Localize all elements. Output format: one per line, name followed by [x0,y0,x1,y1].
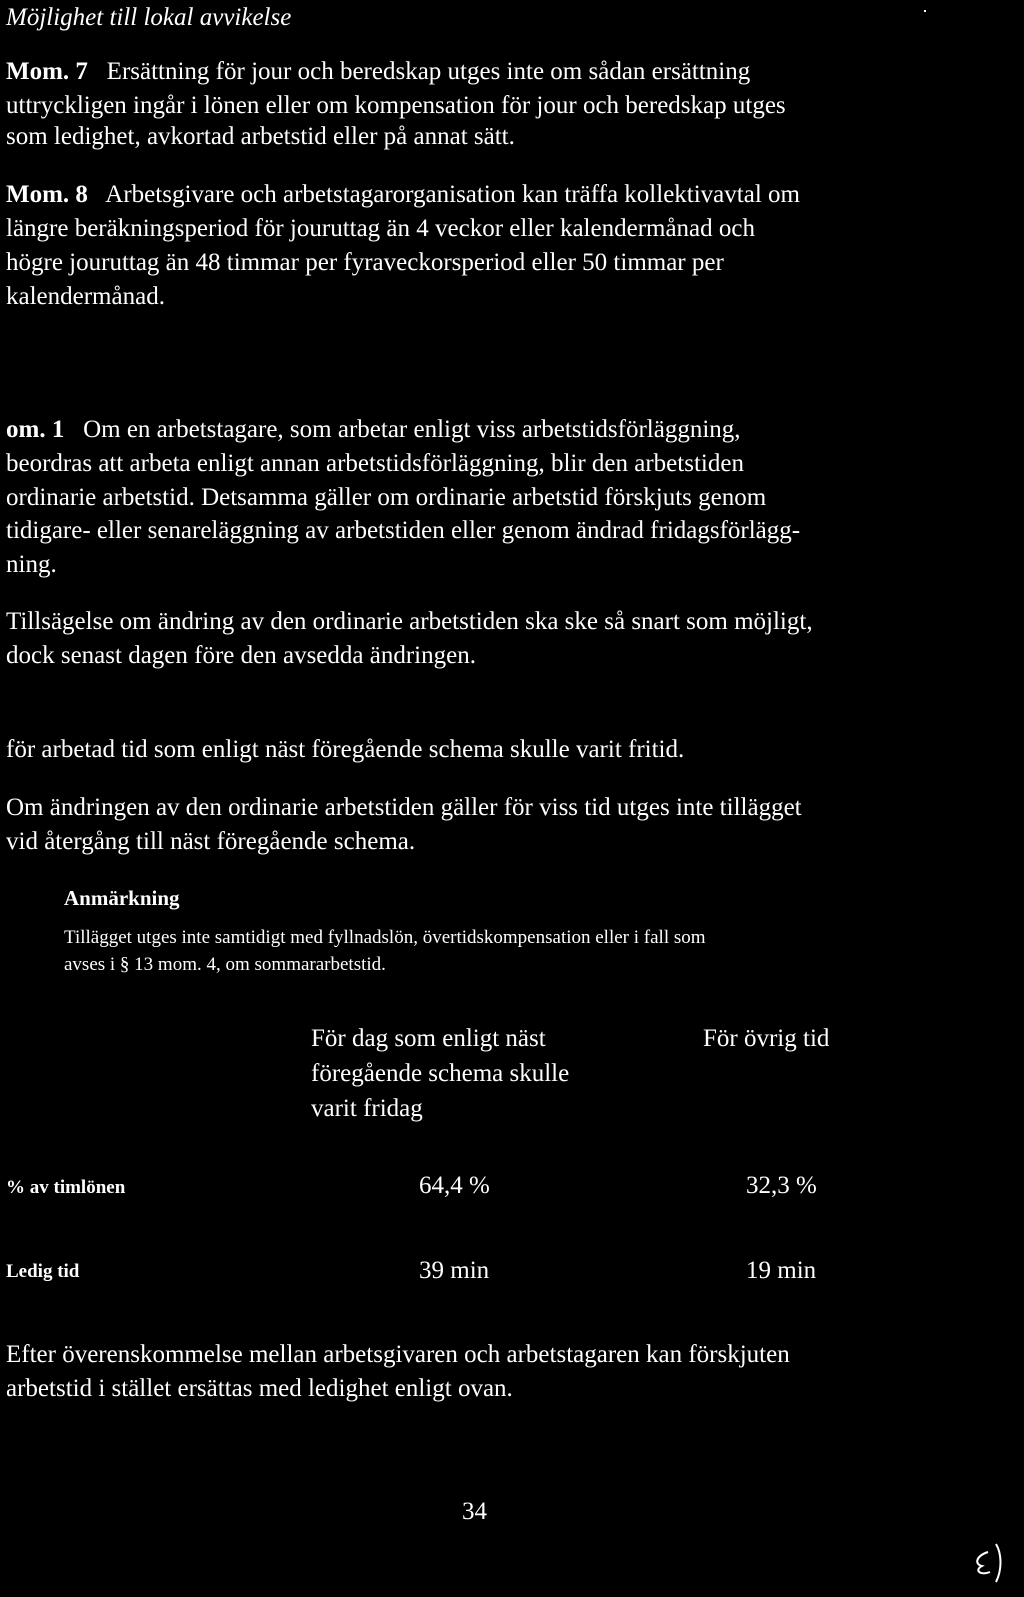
table-row-2-label: Ledig tid [6,1261,80,1282]
mom-1-line-4: tidigare- eller senareläggning av arbetstiden eller genom ändrad fridagsförlägg- [6,517,801,544]
mom-8-line-3: högre jouruttag än 48 timmar per fyraveckorsperiod eller 50 timmar per [6,249,724,276]
mom-1-line-1 [6,414,741,445]
tillsagelse-line-2: dock senast dagen före den avsedda ändringen. [6,642,476,669]
mom-1-text-1: Om en arbetstagare, som arbetar enligt viss arbetstidsförläggning, [83,416,741,443]
mom-8-line-2: längre beräkningsperiod för jouruttag än 4 veckor eller kalendermånad och [6,215,755,242]
mom-8-text-1: Arbetsgivare och arbetstagarorganisation kan träffa kollektivavtal om [105,181,800,208]
table-row-1-col-2: 32,3 % [746,1172,817,1199]
andringen-line-2: vid återgång till näst föregående schema. [6,828,416,855]
mom-8-label: Mom. 8 [6,181,88,208]
table-col-1-header-line-3: varit fridag [311,1095,423,1122]
mom-7-text-1: Ersättning för jour och beredskap utges inte om sådan ersättning [106,58,751,85]
scan-dot [924,10,926,12]
mom-7-label: Mom. 7 [6,58,88,85]
closing-line-1: Efter överenskommelse mellan arbetsgivaren och arbetstagaren kan förskjuten [6,1341,790,1368]
table-row-1-label: % av timlönen [6,1177,126,1198]
closing-line-2: arbetstid i stället ersättas med ledighet enligt ovan. [6,1375,513,1402]
andringen-line-1: Om ändringen av den ordinarie arbetstiden gäller för viss tid utges inte tillägget [6,794,802,821]
note-line-1: Tillägget utges inte samtidigt med fyllnadslön, övertidskompensation eller i fall som [64,927,706,948]
note-line-2: avses i § 13 mom. 4, om sommararbetstid. [64,954,386,975]
table-row-1-col-1: 64,4 % [419,1172,490,1199]
mom-7-line-2: uttryckligen ingår i lönen eller om kompensation för jour och beredskap utges [6,92,786,119]
table-col-2-header: För övrig tid [703,1025,830,1052]
table-col-1-header-line-2: föregående schema skulle [311,1060,570,1087]
tillsagelse-line-1: Tillsägelse om ändring av den ordinarie arbetstiden ska ske så snart som möjligt, [6,608,813,635]
mom-7-line-1 [6,56,750,87]
arbetad-tid-line: för arbetad tid som enligt näst föregående schema skulle varit fritid. [6,736,685,763]
table-row-2-col-2: 19 min [746,1257,817,1284]
table-row-2-col-1: 39 min [419,1257,490,1284]
mom-8-line-4: kalendermånad. [6,283,165,310]
mom-1-line-5: ning. [6,551,57,578]
mom-1-label: om. 1 [6,416,65,443]
note-heading: Anmärkning [64,886,180,910]
table-col-1-header-line-1: För dag som enligt näst [311,1025,546,1052]
handwritten-initials [966,1540,1010,1584]
section-heading: Möjlighet till lokal avvikelse [6,4,292,31]
mom-7-line-3: som ledighet, avkortad arbetstid eller på annat sätt. [6,123,515,150]
mom-1-line-2: beordras att arbeta enligt annan arbetstidsförläggning, blir den arbetstiden [6,450,744,477]
page-number: 34 [462,1498,487,1525]
table-col-1-header [311,1021,569,1126]
mom-1-line-3: ordinarie arbetstid. Detsamma gäller om ordinarie arbetstid förskjuts genom [6,484,767,511]
mom-8-line-1 [6,179,800,210]
